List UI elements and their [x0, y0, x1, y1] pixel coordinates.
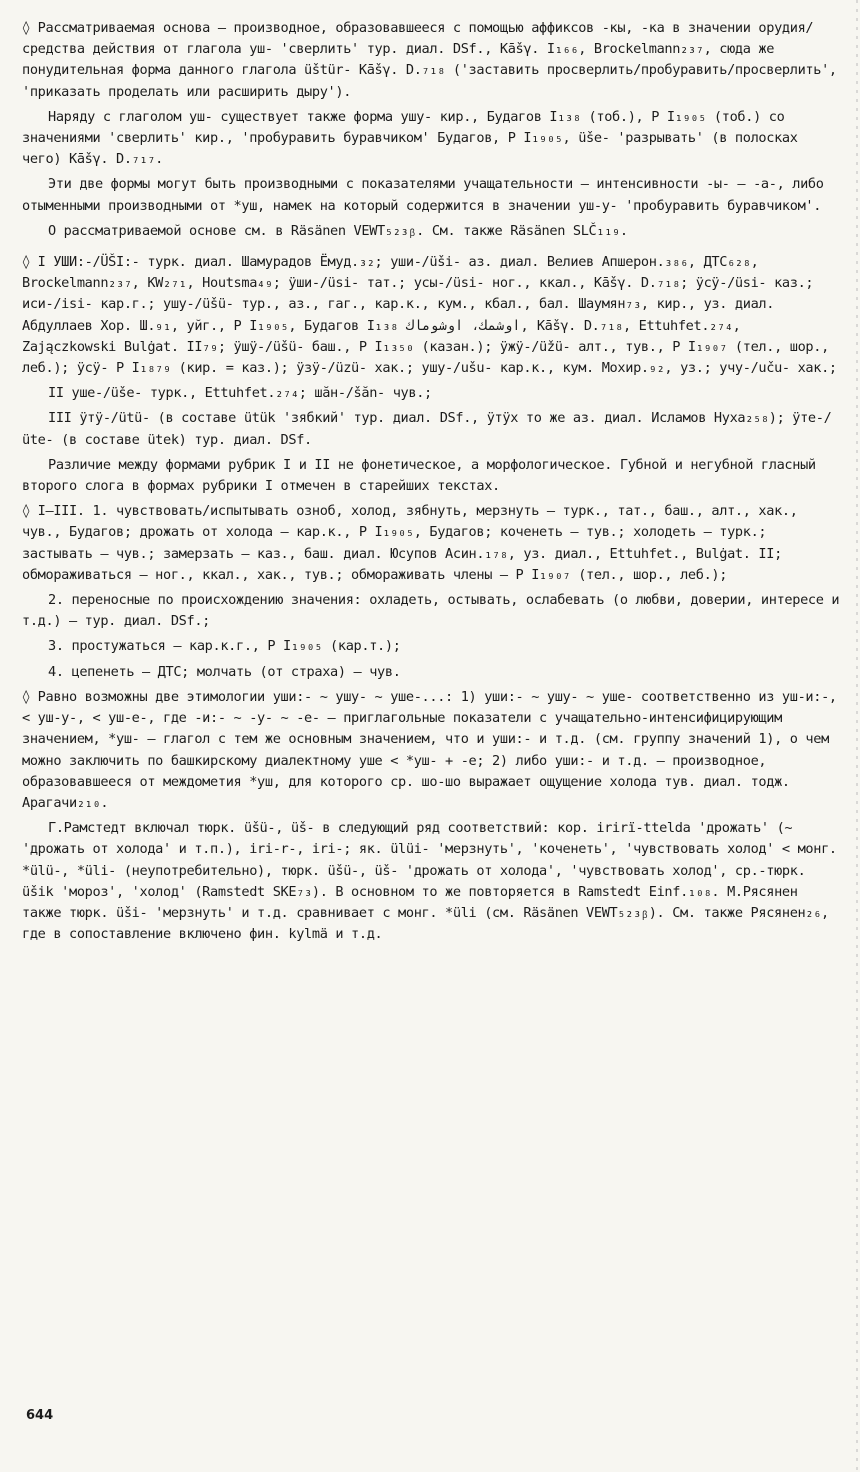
- paragraph-ramstedt: Г.Рамстедт включал тюрк. üšü-, üš- в следующий ряд соответствий: кор. irirï-ttelda 'дрожать' (~ 'дрожать от холода' и т.п.), iri-r-, iri-; як. ülüi- 'мерзнуть', 'коченеть', 'чувствовать холод' < монг. *ülü-, *üli- (неупотребительно), тюрк. üšü-, üš- 'дрожать от холода', 'чувствовать холод', ср.-тюрк. üšik 'мороз', 'холод' (Ramstedt SKE₇₃). В основном то же повторяется в Ramstedt Einf.₁₀₈. М.Рясянен также тюрк. üši- 'мерзнуть' и т.д. сравнивает с монг. *üli (см. Räsänen VEWT₅₂₃ᵦ). См. также Рясянен₂₆, где в сопоставление включено фин. kylmä и т.д.: [22, 820, 837, 943]
- paragraph-meanings-4: 4. цепенеть – ДТС; молчать (от страха) – чув.: [48, 663, 401, 680]
- paragraph-reference: О рассматриваемой основе см. в Räsänen VEWT₅₂₃ᵦ. См. также Räsänen SLČ₁₁₉.: [48, 222, 628, 239]
- paragraph-entry-forms-iii: III ÿтÿ-/ütü- (в составе ütük 'зябкий' тур. диал. DSf., ÿтÿх то же аз. диал. Исламов Нуха₂₅₈); ÿте-/üte- (в составе ütek) тур. диал. DSf.: [22, 410, 832, 448]
- scan-edge-divider: [856, 0, 858, 1472]
- paragraph-form-explanation: Эти две формы могут быть производными с показателями учащательности – интенсивности -ы- – -а-, либо отыменными производными от *уш, намек на который содержится в значении уш-у- 'пробуравить буравчиком'.: [22, 176, 824, 214]
- dictionary-page-text: [22, 18, 840, 949]
- paragraph-entry-forms-ii: II уше-/üše- турк., Ettuhfet.₂₇₄; шăн-/šăn- чув.;: [48, 385, 432, 402]
- paragraph-derivation-note: ◊ Рассматриваемая основа – производное, образовавшееся с помощью аффиксов -кы, -ка в значении орудия/средства действия от глагола уш- 'сверлить' тур. диал. DSf., Kāšγ. I₁₆₆, Brockelmann₂₃₇, сюда же понудительная форма данного глагола üštür- Kāšγ. D.₇₁₈ ('заставить просверлить/пробуравить/просверлить', 'приказать проделать или расширить дыру').: [22, 20, 837, 100]
- paragraph-rubric-difference: Различие между формами рубрик I и II не фонетическое, а морфологическое. Губной и негубной гласный второго слога в формах рубрики I отмечен в старейших текстах.: [22, 456, 816, 495]
- paragraph-entry-forms-i: ◊ I УШИ:-/ÜŠI:- турк. диал. Шамурадов Ёмуд.₃₂; уши-/üši- аз. диал. Велиев Апшерон.₃₈₆, ДТС₆₂₈, Brockelmann₂₃₇, KW₂₇₁, Houtsma₄₉; ÿши-/üsi- тат.; усы-/üsi- ног., ккал., Kāšγ. D.₇₁₈; ÿсÿ-/üsi- каз.; иси-/isi- кар.г.; ушу-/üšü- тур., аз., гаг., кар.к., кум., кбал., бал. Шаумян₇₃, кир., уз. диал. Абдуллаев Хор. Ш.₉₁, уйг., Р I₁₉₀₅, Будагов I₁₃₈ اوشمك، اوشوماك, Kāšγ. D.₇₁₈, Ettuhfet.₂₇₄, Zajączkowski Bulġat. II₇₉; ÿшÿ-/üšü- баш., Р I₁₃₅₀ (казан.); ÿжÿ-/üžü- алт., тув., Р I₁₉₀₇ (тел., шор., леб.); ÿсÿ- Р I₁₈₇₉ (кир. = каз.); ÿзÿ-/üzü- хак.; ушу-/ušu- кар.к., кум. Мохир.₉₂, уз.; учу-/uču- хак.;: [22, 254, 837, 377]
- paragraph-meanings-2: 2. переносные по происхождению значения: охладеть, остывать, ослабевать (о любви, доверии, интересе и т.д.) – тур. диал. DSf.;: [22, 592, 840, 630]
- page-number: 644: [26, 1408, 54, 1423]
- paragraph-variant-form: Наряду с глаголом уш- существует также форма ушу- кир., Будагов I₁₃₈ (тоб.), Р I₁₉₀₅ (тоб.) со значениями 'сверлить' кир., 'пробуравить буравчиком' Будагов, Р I₁₉₀₅, üšе- 'разрывать' (в полосках чего) Kāšγ. D.₇₁₇.: [22, 108, 798, 168]
- paragraph-meanings-1: ◊ I–III. 1. чувствовать/испытывать озноб, холод, зябнуть, мерзнуть – турк., тат., баш., алт., хак., чув., Будагов; дрожать от холода – кар.к., Р I₁₉₀₅, Будагов; коченеть – тув.; холодеть – турк.; застывать – чув.; замерзать – каз., баш. диал. Юсупов Асин.₁₇₈, уз. диал., Ettuhfet., Bulġat. II; обмораживаться – ног., ккал., хак., тув.; обмораживать члены – Р I₁₉₀₇ (тел., шор., леб.);: [22, 503, 798, 583]
- paragraph-etymologies: ◊ Равно возможны две этимологии уши:- ~ ушу- ~ уше-...: 1) уши:- ~ ушу- ~ уше- соответственно из уш-и:-, < уш-у-, < уш-е-, где -и:- ~ -у- ~ -е- – приглагольные показатели с учащательно-интенсифицирующим значением, *уш- – глагол с тем же основным значением, что и уши:- и т.д. (см. группу значений 1), о чем можно заключить по башкирскому диалектному уше < *уш- + -е; 2) либо уши:- и т.д. – производное, образовавшееся от междометия *уш, для которого ср. шо-шо выражает ощущение холода тув. диал. тодж. Арагачи₂₁₀.: [22, 688, 837, 811]
- paragraph-meanings-3: 3. простужаться – кар.к.г., Р I₁₉₀₅ (кар.т.);: [48, 638, 401, 655]
